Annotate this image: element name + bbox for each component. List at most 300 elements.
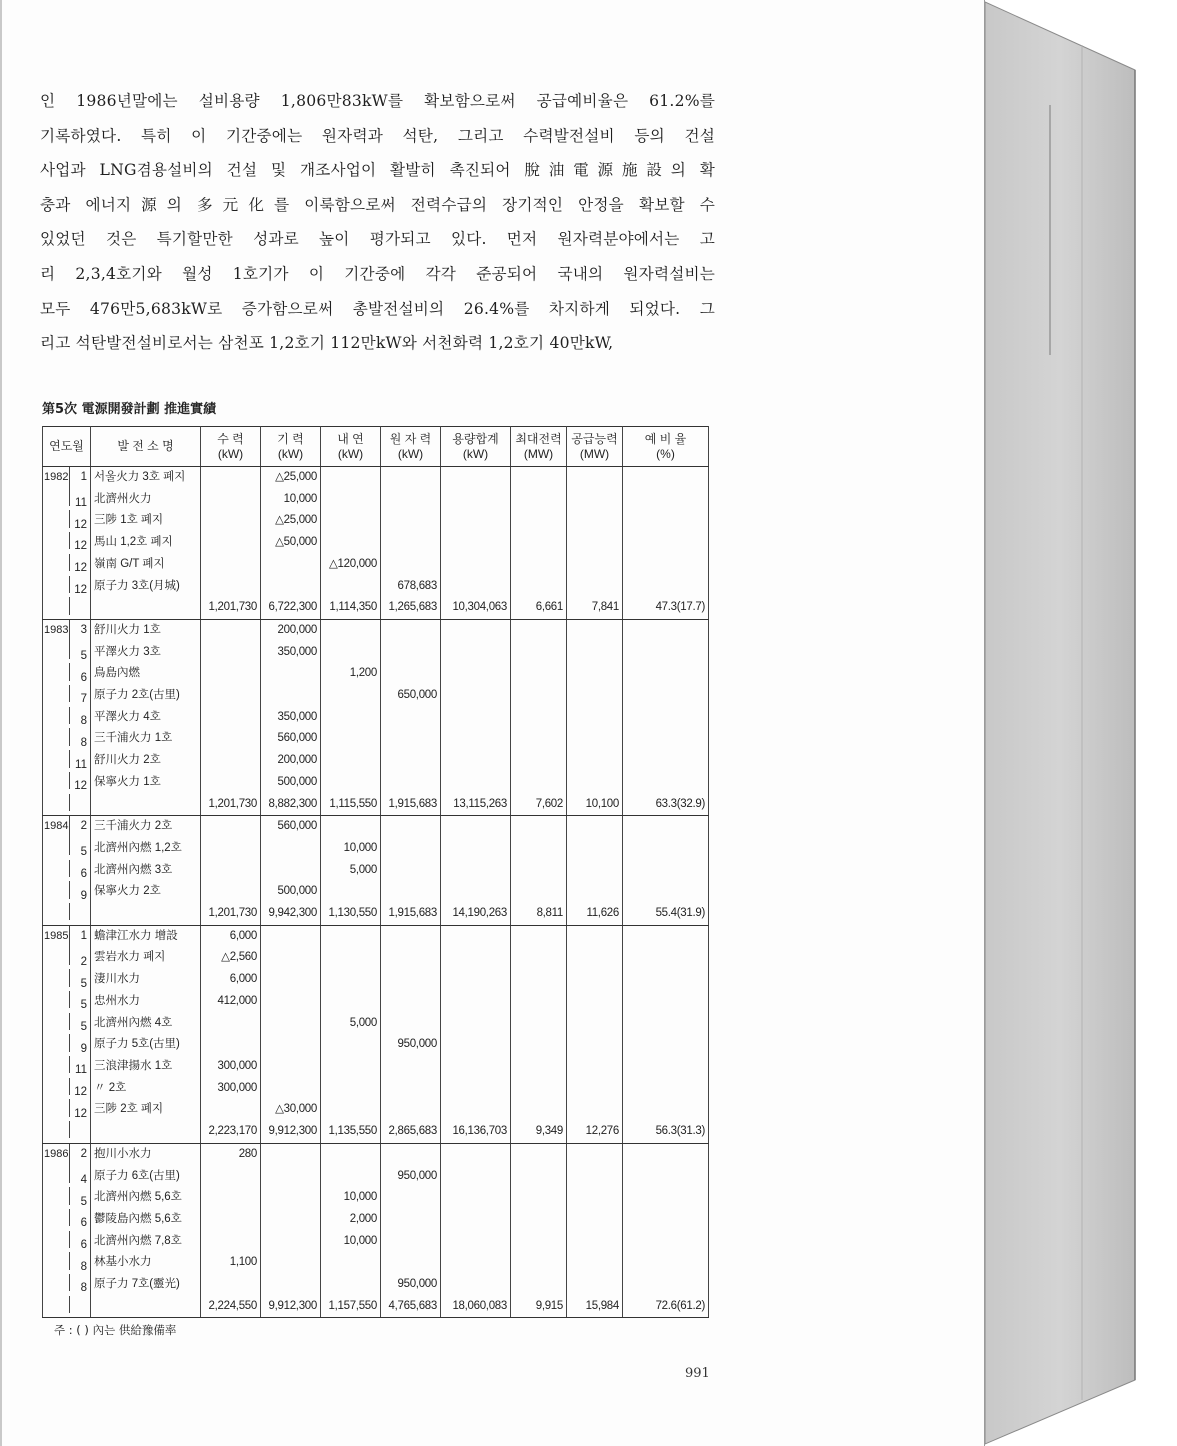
cell-peak-demand <box>511 728 567 750</box>
cell-internal-combustion <box>321 1166 381 1188</box>
cell-internal-combustion <box>321 881 381 903</box>
cell-internal-combustion: 1,114,350 <box>321 597 381 619</box>
cell-peak-demand <box>511 1099 567 1121</box>
cell-peak-demand <box>511 576 567 598</box>
cell-total-capacity <box>441 969 511 991</box>
cell-hydro <box>201 1099 261 1121</box>
cell-year-month <box>43 1187 91 1209</box>
cell-thermal <box>261 663 321 685</box>
cell-reserve-rate <box>623 1143 709 1165</box>
cell-plant-name: 三陟 2호 폐지 <box>91 1099 201 1121</box>
cell-nuclear <box>381 1013 441 1035</box>
cell-total-capacity <box>441 619 511 641</box>
table-total-row <box>43 903 709 925</box>
cell-total-capacity <box>441 991 511 1013</box>
cell-internal-combustion: 1,200 <box>321 663 381 685</box>
cell-year-month <box>43 991 91 1013</box>
cell-thermal <box>261 1209 321 1231</box>
cell-year-month <box>43 1099 91 1121</box>
cell-nuclear <box>381 1252 441 1274</box>
cell-year <box>43 903 70 920</box>
cell-reserve-rate <box>623 860 709 882</box>
cell-plant-name <box>91 794 201 816</box>
cell-thermal <box>261 838 321 860</box>
cell-year <box>43 1121 70 1138</box>
cell-supply-capacity <box>567 969 623 991</box>
cell-total-capacity <box>441 1274 511 1296</box>
cell-year-month <box>43 663 91 685</box>
cell-year-month <box>43 685 91 707</box>
cell-plant-name: 三千浦火力 1호 <box>91 728 201 750</box>
cell-plant-name <box>91 1296 201 1318</box>
cell-total-capacity <box>441 728 511 750</box>
cell-month: 12 <box>74 1107 87 1120</box>
cell-peak-demand <box>511 532 567 554</box>
cell-year-month <box>43 1013 91 1035</box>
cell-internal-combustion <box>321 707 381 729</box>
table-row <box>43 707 709 729</box>
cell-reserve-rate <box>623 576 709 598</box>
cell-month: 11 <box>75 497 87 510</box>
cell-peak-demand <box>511 467 567 489</box>
table-row <box>43 925 709 947</box>
header-hydro: 수 력 (kW) <box>201 427 261 467</box>
cell-year-month <box>43 1252 91 1274</box>
cell-reserve-rate <box>623 489 709 511</box>
cell-peak-demand <box>511 881 567 903</box>
cell-peak-demand <box>511 554 567 576</box>
cell-supply-capacity <box>567 728 623 750</box>
cell-nuclear: 1,915,683 <box>381 794 441 816</box>
cell-supply-capacity <box>567 772 623 794</box>
cell-plant-name: 北濟州內燃 3호 <box>91 860 201 882</box>
cell-reserve-rate <box>623 881 709 903</box>
cell-thermal <box>261 1056 321 1078</box>
cell-reserve-rate <box>623 991 709 1013</box>
cell-nuclear <box>381 881 441 903</box>
cell-plant-name: 抱川小水力 <box>91 1143 201 1165</box>
cell-supply-capacity <box>567 467 623 489</box>
cell-year-month <box>43 1166 91 1188</box>
cell-supply-capacity <box>567 619 623 641</box>
cell-plant-name: 原子力 3호(月城) <box>91 576 201 598</box>
cell-plant-name: 三陟 1호 폐지 <box>91 510 201 532</box>
cell-hydro: 2,224,550 <box>201 1296 261 1318</box>
cell-reserve-rate: 63.3(32.9) <box>623 794 709 816</box>
cell-internal-combustion <box>321 728 381 750</box>
table-row <box>43 642 709 664</box>
cell-internal-combustion <box>321 489 381 511</box>
cell-thermal <box>261 1013 321 1035</box>
cell-peak-demand <box>511 1209 567 1231</box>
cell-year-month <box>43 728 91 750</box>
cell-hydro <box>201 685 261 707</box>
cell-hydro <box>201 1013 261 1035</box>
cell-nuclear: 2,865,683 <box>381 1121 441 1143</box>
cell-peak-demand <box>511 1252 567 1274</box>
cell-year <box>43 707 70 724</box>
cell-thermal <box>261 1143 321 1165</box>
cell-reserve-rate <box>623 1274 709 1296</box>
cell-hydro <box>201 860 261 882</box>
cell-year <box>43 794 70 811</box>
cell-total-capacity <box>441 1187 511 1209</box>
table-row <box>43 838 709 860</box>
cell-month: 1 <box>80 471 87 483</box>
cell-plant-name: 忠州水力 <box>91 991 201 1013</box>
cell-peak-demand <box>511 1013 567 1035</box>
cell-hydro: 1,201,730 <box>201 597 261 619</box>
cell-nuclear <box>381 728 441 750</box>
cell-nuclear <box>381 969 441 991</box>
cell-reserve-rate <box>623 532 709 554</box>
cell-year-month <box>43 816 91 838</box>
cell-thermal <box>261 991 321 1013</box>
cell-year <box>43 1099 70 1116</box>
cell-internal-combustion <box>321 750 381 772</box>
cell-supply-capacity <box>567 1209 623 1231</box>
cell-year <box>43 947 70 964</box>
cell-hydro <box>201 881 261 903</box>
cell-thermal <box>261 1187 321 1209</box>
cell-nuclear <box>381 1056 441 1078</box>
cell-nuclear <box>381 1099 441 1121</box>
cell-internal-combustion <box>321 1252 381 1274</box>
cell-supply-capacity <box>567 554 623 576</box>
cell-supply-capacity <box>567 816 623 838</box>
cell-hydro: 280 <box>201 1143 261 1165</box>
cell-peak-demand <box>511 816 567 838</box>
table-row <box>43 991 709 1013</box>
cell-thermal <box>261 1231 321 1253</box>
cell-hydro: 300,000 <box>201 1078 261 1100</box>
cell-plant-name: 淒川水力 <box>91 969 201 991</box>
cell-nuclear <box>381 991 441 1013</box>
cell-year <box>43 1056 70 1073</box>
cell-thermal: 500,000 <box>261 881 321 903</box>
cell-total-capacity <box>441 489 511 511</box>
cell-month: 2 <box>80 955 87 968</box>
cell-plant-name: 〃 2호 <box>91 1078 201 1100</box>
cell-reserve-rate <box>623 510 709 532</box>
cell-plant-name: 原子力 6호(古里) <box>91 1166 201 1188</box>
cell-supply-capacity <box>567 860 623 882</box>
cell-thermal <box>261 1034 321 1056</box>
table-row <box>43 1166 709 1188</box>
cell-supply-capacity <box>567 510 623 532</box>
cell-year <box>43 1013 70 1030</box>
cell-total-capacity <box>441 1143 511 1165</box>
cell-hydro: 412,000 <box>201 991 261 1013</box>
table-row <box>43 860 709 882</box>
table-row <box>43 510 709 532</box>
table-total-row <box>43 1121 709 1143</box>
cell-peak-demand <box>511 1274 567 1296</box>
cell-internal-combustion <box>321 1034 381 1056</box>
cell-total-capacity <box>441 467 511 489</box>
cell-hydro <box>201 576 261 598</box>
cell-internal-combustion: 5,000 <box>321 860 381 882</box>
cell-thermal: △25,000 <box>261 467 321 489</box>
cell-year <box>43 1252 70 1269</box>
cell-month: 12 <box>74 1086 87 1099</box>
cell-year: 1982 <box>43 467 70 489</box>
cell-month: 4 <box>80 1173 87 1186</box>
cell-peak-demand <box>511 685 567 707</box>
cell-supply-capacity <box>567 1013 623 1035</box>
cell-total-capacity <box>441 1099 511 1121</box>
cell-hydro <box>201 619 261 641</box>
cell-hydro: △2,560 <box>201 947 261 969</box>
cell-hydro <box>201 554 261 576</box>
cell-year-month <box>43 510 91 532</box>
cell-month: 11 <box>75 758 87 771</box>
cell-month: 5 <box>80 977 87 990</box>
cell-thermal: 9,942,300 <box>261 903 321 925</box>
cell-year <box>43 1187 70 1204</box>
cell-year-month <box>43 1078 91 1100</box>
cell-hydro <box>201 728 261 750</box>
cell-internal-combustion: 10,000 <box>321 838 381 860</box>
cell-supply-capacity <box>567 707 623 729</box>
cell-year-month <box>43 1056 91 1078</box>
cell-year <box>43 1166 70 1183</box>
cell-peak-demand <box>511 619 567 641</box>
table-row <box>43 467 709 489</box>
cell-nuclear <box>381 925 441 947</box>
cell-supply-capacity <box>567 576 623 598</box>
cell-hydro <box>201 707 261 729</box>
cell-month: 7 <box>80 693 87 706</box>
cell-plant-name: 三浪津揚水 1호 <box>91 1056 201 1078</box>
cell-peak-demand <box>511 489 567 511</box>
cell-reserve-rate <box>623 1034 709 1056</box>
cell-month: 5 <box>80 649 87 662</box>
cell-year <box>43 1034 70 1051</box>
cell-month: 5 <box>80 999 87 1012</box>
cell-thermal: 200,000 <box>261 619 321 641</box>
cell-nuclear <box>381 816 441 838</box>
cell-total-capacity <box>441 576 511 598</box>
cell-reserve-rate <box>623 707 709 729</box>
cell-year-month <box>43 597 91 619</box>
cell-total-capacity <box>441 532 511 554</box>
cell-internal-combustion: 10,000 <box>321 1187 381 1209</box>
cell-supply-capacity <box>567 663 623 685</box>
cell-year-month <box>43 554 91 576</box>
cell-year <box>43 597 70 614</box>
cell-peak-demand <box>511 642 567 664</box>
cell-reserve-rate <box>623 467 709 489</box>
cell-supply-capacity <box>567 489 623 511</box>
cell-year <box>43 663 70 680</box>
cell-year-month <box>43 1121 91 1143</box>
cell-thermal: 10,000 <box>261 489 321 511</box>
cell-plant-name: 原子力 5호(古里) <box>91 1034 201 1056</box>
table-row <box>43 969 709 991</box>
cell-year-month <box>43 925 91 947</box>
cell-hydro <box>201 1274 261 1296</box>
cell-nuclear <box>381 467 441 489</box>
cell-reserve-rate <box>623 642 709 664</box>
cell-hydro <box>201 663 261 685</box>
cell-plant-name: 鬱陵島內燃 5,6호 <box>91 1209 201 1231</box>
cell-nuclear <box>381 772 441 794</box>
cell-peak-demand <box>511 750 567 772</box>
cell-year <box>43 1078 70 1095</box>
table-row <box>43 772 709 794</box>
cell-month: 12 <box>74 540 87 553</box>
cell-month: 1 <box>80 929 87 942</box>
cell-month: 5 <box>80 846 87 859</box>
cell-year-month <box>43 1296 91 1318</box>
header-year-month: 연도월 <box>43 427 91 467</box>
cell-supply-capacity <box>567 642 623 664</box>
cell-year <box>43 750 70 767</box>
cell-reserve-rate <box>623 728 709 750</box>
cell-plant-name: 保寧火力 1호 <box>91 772 201 794</box>
cell-plant-name: 保寧火力 2호 <box>91 881 201 903</box>
cell-hydro: 6,000 <box>201 925 261 947</box>
cell-plant-name: 平澤火力 4호 <box>91 707 201 729</box>
cell-supply-capacity: 12,276 <box>567 1121 623 1143</box>
cell-month: 6 <box>80 868 87 881</box>
cell-supply-capacity <box>567 1252 623 1274</box>
cell-reserve-rate: 55.4(31.9) <box>623 903 709 925</box>
cell-year-month <box>43 467 91 489</box>
cell-year <box>43 1231 70 1248</box>
cell-internal-combustion <box>321 772 381 794</box>
table-row <box>43 1034 709 1056</box>
cell-peak-demand <box>511 510 567 532</box>
cell-peak-demand <box>511 925 567 947</box>
cell-thermal <box>261 925 321 947</box>
paragraph-line: 모두 476만5,683kW로 증가함으로써 총발전설비의 26.4%를 차지하게 되었다. 그 <box>40 299 715 318</box>
cell-plant-name: 雲岩水力 폐지 <box>91 947 201 969</box>
cell-year <box>43 685 70 702</box>
cell-nuclear: 950,000 <box>381 1034 441 1056</box>
cell-internal-combustion <box>321 467 381 489</box>
cell-internal-combustion: 1,130,550 <box>321 903 381 925</box>
cell-total-capacity <box>441 554 511 576</box>
book-edge-shadow <box>985 0 1177 1446</box>
cell-total-capacity: 18,060,083 <box>441 1296 511 1318</box>
table-row <box>43 1274 709 1296</box>
cell-year <box>43 860 70 877</box>
cell-nuclear <box>381 1143 441 1165</box>
cell-plant-name: 馬山 1,2호 폐지 <box>91 532 201 554</box>
cell-plant-name: 北濟州內燃 1,2호 <box>91 838 201 860</box>
cell-year <box>43 1296 70 1313</box>
cell-nuclear: 678,683 <box>381 576 441 598</box>
cell-year-month <box>43 903 91 925</box>
cell-year <box>43 728 70 745</box>
cell-total-capacity <box>441 1231 511 1253</box>
cell-year-month <box>43 642 91 664</box>
cell-year <box>43 510 70 527</box>
table-total-row <box>43 597 709 619</box>
cell-year <box>43 1274 70 1291</box>
cell-nuclear <box>381 1209 441 1231</box>
cell-supply-capacity <box>567 1078 623 1100</box>
cell-year: 1984 <box>43 816 70 838</box>
cell-total-capacity <box>441 816 511 838</box>
cell-supply-capacity <box>567 881 623 903</box>
cell-total-capacity <box>441 925 511 947</box>
table-header-row <box>43 427 709 467</box>
cell-plant-name: 鳥島內燃 <box>91 663 201 685</box>
cell-total-capacity <box>441 1078 511 1100</box>
cell-total-capacity <box>441 750 511 772</box>
cell-reserve-rate: 72.6(61.2) <box>623 1296 709 1318</box>
cell-month: 6 <box>80 671 87 684</box>
cell-plant-name: 北濟州火力 <box>91 489 201 511</box>
paragraph-line: 있었던 것은 특기할만한 성과로 높이 평가되고 있다. 먼저 원자력분야에서는 고 <box>40 230 715 249</box>
cell-peak-demand <box>511 947 567 969</box>
cell-hydro <box>201 1034 261 1056</box>
cell-nuclear: 1,915,683 <box>381 903 441 925</box>
cell-thermal: △25,000 <box>261 510 321 532</box>
cell-internal-combustion <box>321 619 381 641</box>
book-edge-graphic <box>985 0 1177 1446</box>
table-row <box>43 1013 709 1035</box>
cell-month: 9 <box>80 1042 87 1055</box>
cell-total-capacity <box>441 838 511 860</box>
cell-nuclear <box>381 1078 441 1100</box>
cell-total-capacity <box>441 510 511 532</box>
cell-nuclear: 950,000 <box>381 1166 441 1188</box>
cell-reserve-rate <box>623 1166 709 1188</box>
cell-plant-name: 北濟州內燃 4호 <box>91 1013 201 1035</box>
cell-total-capacity: 16,136,703 <box>441 1121 511 1143</box>
cell-plant-name: 北濟州內燃 7,8호 <box>91 1231 201 1253</box>
cell-year <box>43 881 70 898</box>
cell-internal-combustion: 2,000 <box>321 1209 381 1231</box>
cell-internal-combustion <box>321 816 381 838</box>
cell-nuclear: 4,765,683 <box>381 1296 441 1318</box>
table-row <box>43 554 709 576</box>
power-development-table <box>42 426 709 1318</box>
cell-peak-demand <box>511 991 567 1013</box>
cell-thermal: 200,000 <box>261 750 321 772</box>
table-row <box>43 1231 709 1253</box>
cell-supply-capacity <box>567 1099 623 1121</box>
cell-plant-name: 北濟州內燃 5,6호 <box>91 1187 201 1209</box>
cell-plant-name: 舒川火力 1호 <box>91 619 201 641</box>
cell-thermal: 500,000 <box>261 772 321 794</box>
cell-supply-capacity: 10,100 <box>567 794 623 816</box>
cell-peak-demand <box>511 1056 567 1078</box>
cell-year: 1986 <box>43 1144 70 1166</box>
cell-internal-combustion: 1,157,550 <box>321 1296 381 1318</box>
cell-total-capacity <box>441 707 511 729</box>
cell-thermal: 350,000 <box>261 642 321 664</box>
cell-year <box>43 532 70 549</box>
cell-total-capacity <box>441 881 511 903</box>
table-row <box>43 881 709 903</box>
cell-year-month <box>43 794 91 816</box>
cell-thermal: 9,912,300 <box>261 1121 321 1143</box>
cell-peak-demand: 8,811 <box>511 903 567 925</box>
cell-year-month <box>43 947 91 969</box>
cell-total-capacity <box>441 947 511 969</box>
cell-plant-name: 平澤火力 3호 <box>91 642 201 664</box>
cell-plant-name <box>91 903 201 925</box>
table-row <box>43 947 709 969</box>
cell-year <box>43 772 70 789</box>
cell-hydro <box>201 750 261 772</box>
cell-nuclear <box>381 532 441 554</box>
